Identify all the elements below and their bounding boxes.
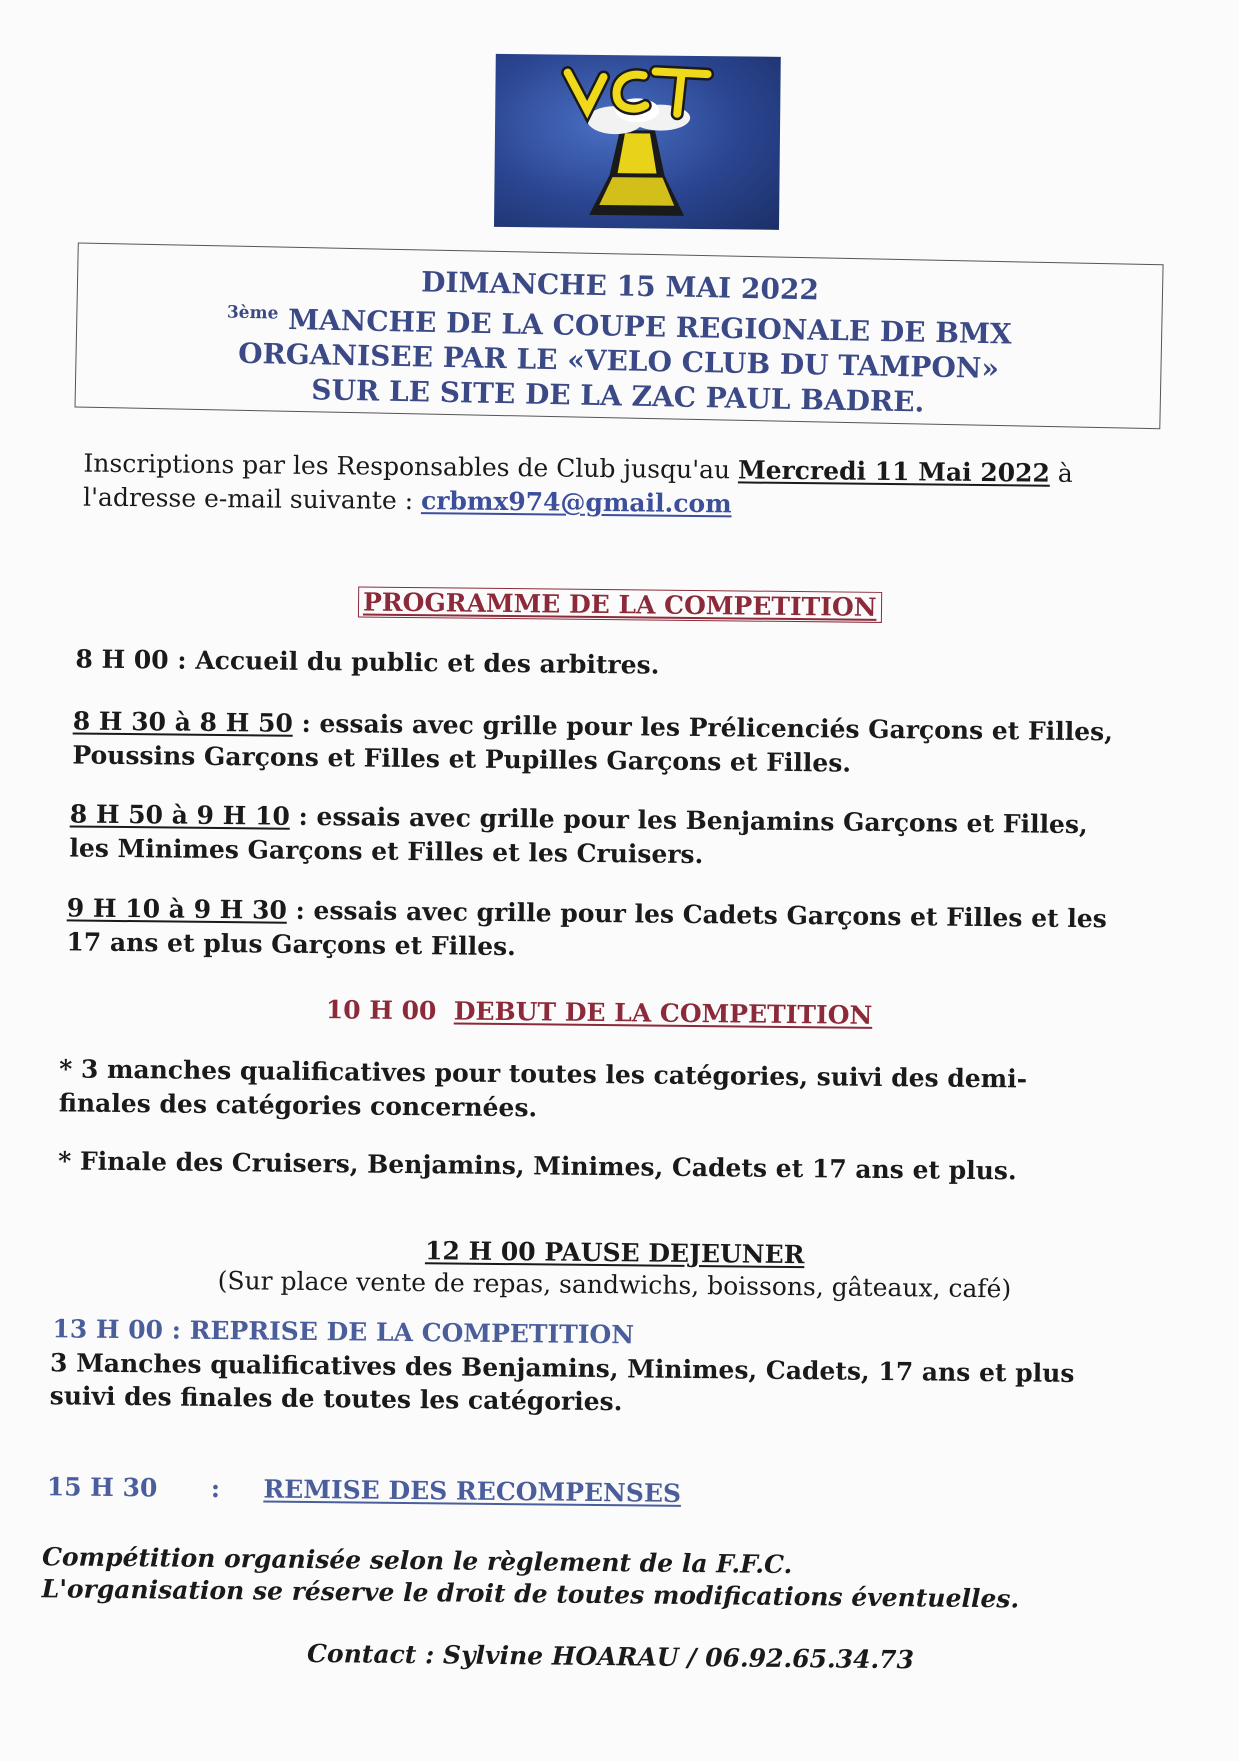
resume-line-1: 3 Manches qualificatives des Benjamins, Minimes, Cadets, 17 ans et plus [49, 1348, 1075, 1388]
program-item-3-line-2: les Minimes Garçons et Filles et les Cruisers. [69, 833, 704, 870]
event-location: SUR LE SITE DE LA ZAC PAUL BADRE. [311, 373, 925, 419]
footer-contact: Contact : Sylvine HOARAU / 06.92.65.34.73 [306, 1638, 915, 1675]
event-round: $^{3ème}$ MANCHE DE LA COUPE REGIONALE DE BMX [226, 302, 1012, 351]
program-heading: PROGRAMME DE LA COMPETITION [358, 585, 882, 623]
event-organizer: ORGANISEE PAR LE «VELO CLUB DU TAMPON» [237, 337, 1000, 386]
competition-start: 10 H 00 DEBUT DE LA COMPETITION [325, 995, 873, 1030]
volcano-logo-icon [494, 54, 781, 230]
club-logo [494, 54, 781, 230]
footer-disclaimer: L'organisation se réserve le droit de toutes modifications éventuelles. [41, 1574, 1020, 1614]
awards-line: 15 H 30 : REMISE DES RECOMPENSES [46, 1472, 682, 1508]
resume-line-2: suivi des finales de toutes les catégories. [49, 1381, 623, 1417]
program-item-4-line-2: 17 ans et plus Garçons et Filles. [66, 927, 517, 962]
title-box [74, 243, 1163, 430]
email-link[interactable]: crbmx974@gmail.com [420, 486, 732, 519]
program-item-4-line-1: 9 H 10 à 9 H 30 : essais avec grille pour les Cadets Garçons et Filles et les [66, 893, 1107, 934]
footer-rules: Compétition organisée selon le règlement de la F.F.C. [41, 1542, 793, 1580]
start-bullet-1-line-2: finales des catégories concernées. [58, 1088, 538, 1123]
registration-deadline: Mercredi 11 Mai 2022 [737, 455, 1051, 488]
start-bullet-1-line-1: * 3 manches qualificatives pour toutes les catégories, suivi des demi- [59, 1054, 1028, 1094]
start-bullet-2: * Finale des Cruisers, Benjamins, Minimes, Cadets et 17 ans et plus. [58, 1146, 1017, 1186]
program-item-2-line-2: Poussins Garçons et Filles et Pupilles Garçons et Filles. [72, 740, 852, 778]
intro-line-2: l'adresse e-mail suivante : crbmx974@gmail.com [82, 482, 732, 519]
program-item-2-line-1: 8 H 30 à 8 H 50 : essais avec grille pour les Prélicenciés Garçons et Filles, [72, 706, 1114, 747]
program-item-1: 8 H 00 : Accueil du public et des arbitres. [75, 644, 660, 680]
intro-line-1: Inscriptions par les Responsables de Club jusqu'au Mercredi 11 Mai 2022 à [83, 448, 1073, 488]
program-item-3-line-1: 8 H 50 à 9 H 10 : essais avec grille pour les Benjamins Garçons et Filles, [69, 799, 1088, 840]
lunch-note: (Sur place vente de repas, sandwichs, boissons, gâteaux, café) [217, 1266, 1012, 1304]
lunch-heading: 12 H 00 PAUSE DEJEUNER [424, 1236, 805, 1270]
resume-heading: 13 H 00 : REPRISE DE LA COMPETITION [52, 1314, 635, 1350]
event-date: DIMANCHE 15 MAI 2022 [420, 265, 820, 307]
